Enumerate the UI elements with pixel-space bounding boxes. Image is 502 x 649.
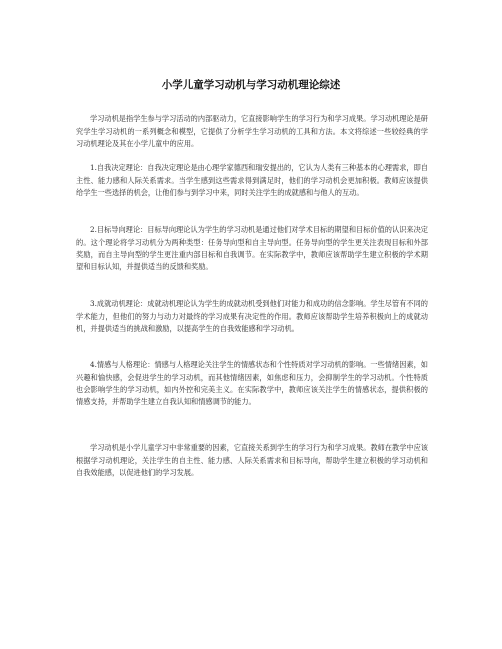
document-title: 小学儿童学习动机与学习动机理论综述 [161,79,341,91]
paragraph-emotion-personality-theory: 4.情感与人格理论：情感与人格理论关注学生的情感状态和个性特质对学习动机的影响。一些情绪因素，如兴趣和愉快感，会促进学生的学习动机，而其他情绪因素，如焦虑和压力，会抑制学生的学习动机。个性特质也会影响学生的学习动机，如内外控和完美主义。在实际教学中，教师应该关注学生的情感状态，提供积极的情感支持，并帮助学生建立自我认知和情感调节的能力。 [76,360,428,407]
paragraph-intro: 学习动机是指学生参与学习活动的内部驱动力，它直接影响学生的学习行为和学习成果。学习动机理论是研究学生学习动机的一系列概念和模型，它提供了分析学生学习动机的工具和方法。本文将综述一些较经典的学习动机理论及其在小学儿童中的应用。 [76,114,428,148]
paragraph-conclusion: 学习动机是小学儿童学习中非常重要的因素，它直接关系到学生的学习行为和学习成果。教师在教学中应该根据学习动机理论，关注学生的自主性、能力感、人际关系需求和目标导向，帮助学生建立积极的学习动机和自我效能感，以促进他们的学习发展。 [76,443,428,477]
paragraph-self-determination-theory: 1.自我决定理论：自我决定理论是由心理学家德西和瑞安提出的，它认为人类有三种基本的心理需求，即自主性、能力感和人际关系需求。当学生感到这些需求得到满足时，他们的学习动机会更加积极。教师应该提供给学生一些选择的机会，让他们参与到学习中来，同时关注学生的成就感和与他人的互动。 [76,163,428,197]
paragraph-achievement-motivation-theory: 3.成就动机理论：成就动机理论认为学生的成就动机受到他们对能力和成功的信念影响。学生尽管有不同的学术能力，但他们的努力与动力对最终的学习成果有决定性的作用。教师应该帮助学生培养积极向上的成就动机，并提供适当的挑战和激励，以提高学生的自我效能感和学习动机。 [76,299,428,333]
paragraph-goal-orientation-theory: 2.目标导向理论：目标导向理论认为学生的学习动机是通过他们对学术目标的期望和目标价值的认识来决定的。这个理论将学习动机分为两种类型：任务导向型和自主导向型。任务导向型的学生更关注表现目标和外部奖励，而自主导向型的学生更注重内部目标和自我调节。在实际教学中，教师应该帮助学生建立积极的学术期望和目标认知，并提供适当的反馈和奖励。 [76,225,428,272]
